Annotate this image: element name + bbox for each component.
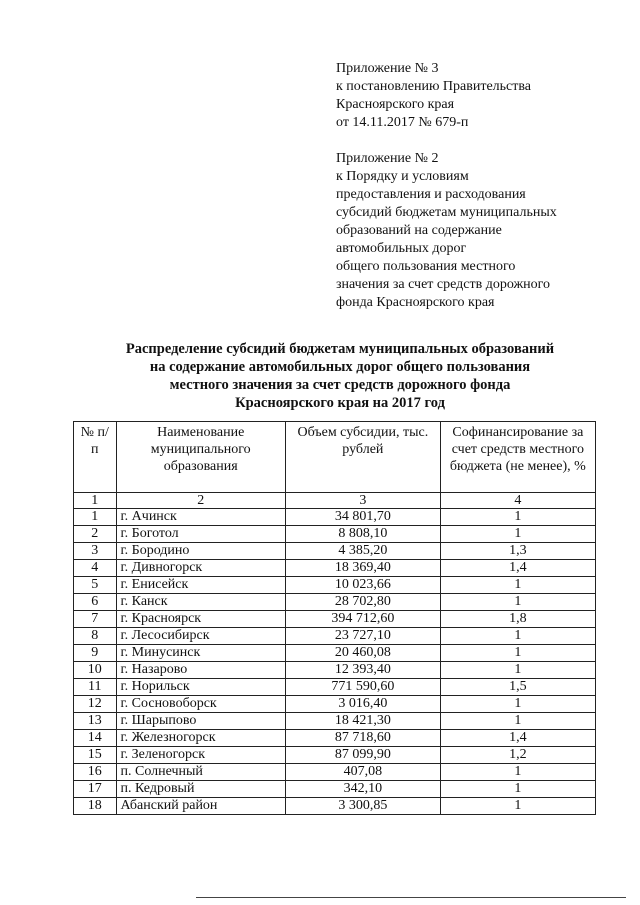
table-row [74, 781, 596, 798]
table-header-row [74, 422, 596, 493]
cofinancing-percent: 1,3 [440, 543, 595, 560]
municipality-name: г. Бородино [116, 543, 285, 560]
row-number: 14 [74, 730, 117, 747]
table-body [74, 509, 596, 815]
municipality-name: г. Дивногорск [116, 560, 285, 577]
municipality-name: г. Боготол [116, 526, 285, 543]
appendix-3-line: к постановлению Правительства [336, 79, 532, 94]
column-number-row [74, 493, 596, 509]
row-number: 17 [74, 781, 117, 798]
subsidy-table [73, 421, 596, 815]
column-number: 2 [116, 493, 285, 509]
subsidy-amount: 18 421,30 [285, 713, 440, 730]
appendix-2-line: предоставления и расходования [336, 187, 526, 202]
municipality-name: г. Сосновоборск [116, 696, 285, 713]
municipality-name: п. Кедровый [116, 781, 285, 798]
row-number: 10 [74, 662, 117, 679]
row-number: 6 [74, 594, 117, 611]
title-line: Красноярского края на 2017 год [235, 395, 445, 411]
subsidy-amount: 34 801,70 [285, 509, 440, 526]
municipality-name: п. Солнечный [116, 764, 285, 781]
header-number: № п/п [74, 422, 117, 493]
cofinancing-percent: 1 [440, 526, 595, 543]
cofinancing-percent: 1 [440, 764, 595, 781]
column-number: 3 [285, 493, 440, 509]
footer-rule [196, 897, 626, 898]
row-number: 16 [74, 764, 117, 781]
table-row [74, 594, 596, 611]
table-row [74, 645, 596, 662]
row-number: 1 [74, 509, 117, 526]
subsidy-amount: 771 590,60 [285, 679, 440, 696]
cofinancing-percent: 1,2 [440, 747, 595, 764]
municipality-name: г. Минусинск [116, 645, 285, 662]
column-number: 4 [440, 493, 595, 509]
appendix-3-line: от 14.11.2017 № 679-п [336, 115, 469, 130]
municipality-name: Абанский район [116, 798, 285, 815]
row-number: 7 [74, 611, 117, 628]
table-row [74, 628, 596, 645]
appendix-2-line: автомобильных дорог [336, 241, 467, 256]
table-row [74, 747, 596, 764]
cofinancing-percent: 1 [440, 662, 595, 679]
document-title [60, 340, 620, 412]
table-row [74, 577, 596, 594]
cofinancing-percent: 1,8 [440, 611, 595, 628]
appendix-2-line: образований на содержание [336, 223, 502, 238]
appendix-3-line: Приложение № 3 [336, 61, 439, 76]
municipality-name: г. Назарово [116, 662, 285, 679]
table-row [74, 560, 596, 577]
municipality-name: г. Ачинск [116, 509, 285, 526]
municipality-name: г. Канск [116, 594, 285, 611]
subsidy-amount: 342,10 [285, 781, 440, 798]
appendix-2-line: значения за счет средств дорожного [336, 277, 551, 292]
municipality-name: г. Красноярск [116, 611, 285, 628]
header-cofinancing: Софинансирование за счет средств местного бюджета (не менее), % [440, 422, 595, 493]
row-number: 11 [74, 679, 117, 696]
appendix-2-line: к Порядку и условиям [336, 169, 469, 184]
row-number: 12 [74, 696, 117, 713]
cofinancing-percent: 1 [440, 628, 595, 645]
table-row [74, 713, 596, 730]
header-subsidy-amount: Объем субсидии, тыс. рублей [285, 422, 440, 493]
cofinancing-percent: 1,4 [440, 560, 595, 577]
row-number: 5 [74, 577, 117, 594]
appendix-3-line: Красноярского края [336, 97, 455, 112]
appendix-2-line: субсидий бюджетам муниципальных [336, 205, 557, 220]
subsidy-amount: 394 712,60 [285, 611, 440, 628]
cofinancing-percent: 1 [440, 509, 595, 526]
title-line: на содержание автомобильных дорог общего пользования [149, 359, 531, 375]
cofinancing-percent: 1 [440, 713, 595, 730]
appendix-2-line: Приложение № 2 [336, 151, 439, 166]
row-number: 2 [74, 526, 117, 543]
table-row [74, 679, 596, 696]
municipality-name: г. Норильск [116, 679, 285, 696]
table-row [74, 543, 596, 560]
appendix-2-block [336, 150, 557, 312]
appendix-2-line: фонда Красноярского края [336, 295, 495, 310]
subsidy-amount: 12 393,40 [285, 662, 440, 679]
table-row [74, 509, 596, 526]
cofinancing-percent: 1 [440, 798, 595, 815]
row-number: 18 [74, 798, 117, 815]
subsidy-amount: 10 023,66 [285, 577, 440, 594]
municipality-name: г. Лесосибирск [116, 628, 285, 645]
table-row [74, 798, 596, 815]
subsidy-amount: 8 808,10 [285, 526, 440, 543]
table-row [74, 611, 596, 628]
subsidy-amount: 407,08 [285, 764, 440, 781]
table-row [74, 696, 596, 713]
subsidy-amount: 23 727,10 [285, 628, 440, 645]
row-number: 3 [74, 543, 117, 560]
municipality-name: г. Енисейск [116, 577, 285, 594]
row-number: 9 [74, 645, 117, 662]
cofinancing-percent: 1,5 [440, 679, 595, 696]
row-number: 13 [74, 713, 117, 730]
table-row [74, 764, 596, 781]
cofinancing-percent: 1 [440, 645, 595, 662]
table-row [74, 662, 596, 679]
row-number: 4 [74, 560, 117, 577]
cofinancing-percent: 1 [440, 781, 595, 798]
appendix-3-block [336, 60, 531, 132]
subsidy-amount: 87 099,90 [285, 747, 440, 764]
municipality-name: г. Зеленогорск [116, 747, 285, 764]
cofinancing-percent: 1 [440, 696, 595, 713]
cofinancing-percent: 1 [440, 577, 595, 594]
table-row [74, 730, 596, 747]
table-row [74, 526, 596, 543]
municipality-name: г. Железногорск [116, 730, 285, 747]
column-number: 1 [74, 493, 117, 509]
subsidy-amount: 18 369,40 [285, 560, 440, 577]
title-line: Распределение субсидий бюджетам муниципальных образований [125, 341, 555, 357]
subsidy-amount: 20 460,08 [285, 645, 440, 662]
subsidy-amount: 28 702,80 [285, 594, 440, 611]
appendix-2-line: общего пользования местного [336, 259, 516, 274]
title-line: местного значения за счет средств дорожного фонда [169, 377, 511, 393]
subsidy-amount: 3 300,85 [285, 798, 440, 815]
row-number: 15 [74, 747, 117, 764]
subsidy-amount: 87 718,60 [285, 730, 440, 747]
subsidy-amount: 4 385,20 [285, 543, 440, 560]
subsidy-amount: 3 016,40 [285, 696, 440, 713]
municipality-name: г. Шарыпово [116, 713, 285, 730]
header-municipality: Наименование муниципального образования [116, 422, 285, 493]
row-number: 8 [74, 628, 117, 645]
cofinancing-percent: 1 [440, 594, 595, 611]
cofinancing-percent: 1,4 [440, 730, 595, 747]
